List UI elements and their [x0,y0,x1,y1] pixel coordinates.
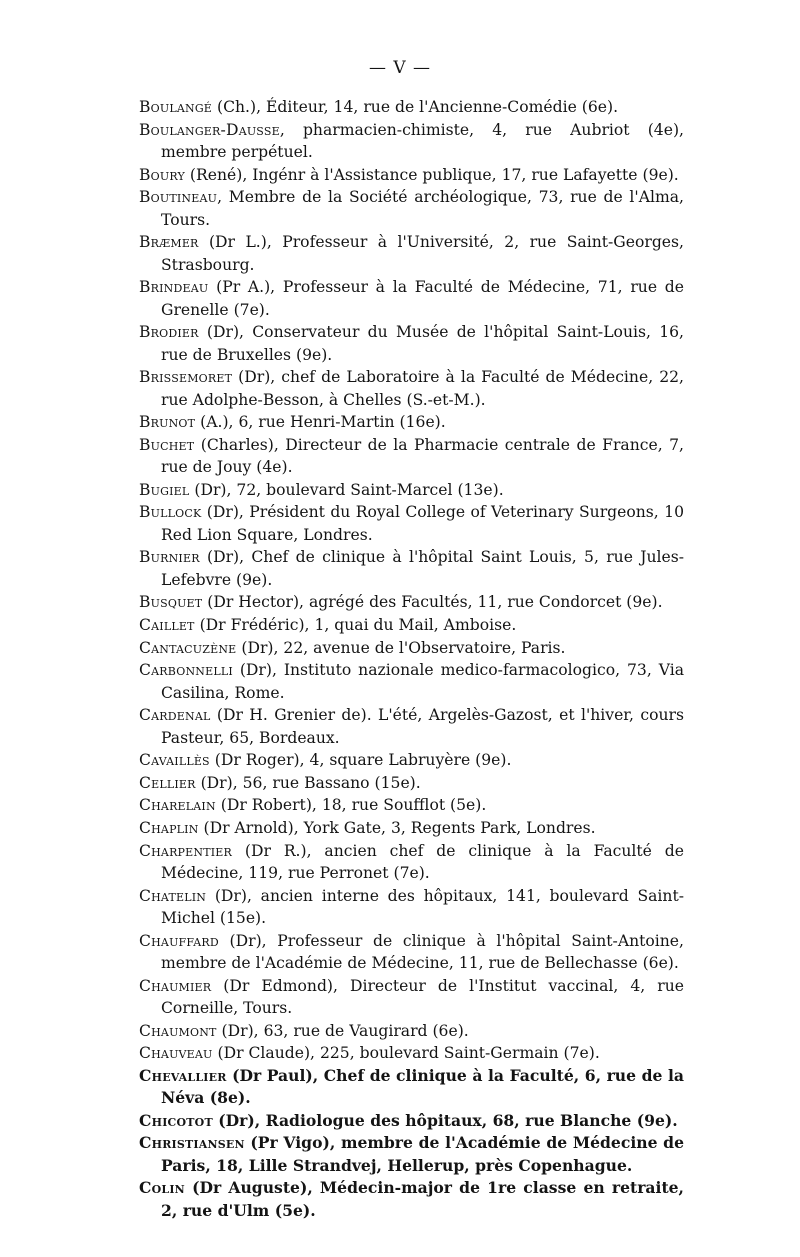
entry-details: (René), Ingénr à l'Assistance publique, 17, rue Lafayette (9e). [184,165,679,184]
entry-details: , pharmacien-chimiste, 4, rue Aubriot (4e), membre perpétuel. [161,120,684,161]
entry-name: Brodier [139,323,199,342]
directory-entry [139,794,684,816]
entry-details: (Dr Roger), 4, square Labruyère (9e). [209,751,512,770]
entry-name: Boulangé [139,98,213,116]
entry-details: (Pr Vigo), membre de l'Académie de Médecine de Paris, 18, Lille Strandvej, Hellerup, près Copenhague. [161,1133,684,1175]
entry-name: Buchet [139,435,195,454]
directory-entry [139,1110,684,1132]
entry-details: (Dr), Professeur de clinique à l'hôpital Saint-Antoine, membre de l'Académie de Médecine, 11, rue de Bellechasse (6e). [161,931,684,972]
entry-name: Cardenal [139,706,211,725]
directory-entries [139,96,684,1222]
directory-entry [139,840,684,885]
entry-details: (Dr Arnold), York Gate, 3, Regents Park, Londres. [198,818,596,837]
entry-details: (Dr), 63, rue de Vaugirard (6e). [216,1021,469,1040]
directory-entry [139,479,684,501]
entry-name: Chaumont [139,1021,217,1040]
entry-name: Cantacuzène [139,638,237,657]
directory-entry [139,366,684,411]
directory-entry [139,930,684,975]
entry-details: (Dr), Radiologue des hôpitaux, 68, rue Blanche (9e). [212,1110,678,1130]
entry-name: Charpentier [139,841,233,860]
entry-name: Cellier [139,773,196,792]
entry-details: (Dr Edmond), Directeur de l'Institut vaccinal, 4, rue Corneille, Tours. [161,976,684,1017]
entry-details: (Pr A.), Professeur à la Faculté de Médecine, 71, rue de Grenelle (7e). [161,278,684,319]
entry-name: Cavaillès [139,751,210,770]
entry-name: Chaumier [139,976,212,995]
entry-name: Bræmer [139,233,199,252]
entry-name: Chauffard [139,931,219,950]
entry-details: (Dr), Conservateur du Musée de l'hôpital Saint-Louis, 16, rue de Bruxelles (9e). [161,323,684,364]
directory-entry [139,1042,684,1064]
entry-name: Brunot [139,413,196,432]
directory-entry [139,591,684,613]
directory-entry [139,975,684,1020]
directory-entry [139,164,684,186]
directory-entry [139,119,684,164]
entry-details: (A.), 6, rue Henri-Martin (16e). [195,413,446,432]
entry-name: Chatelin [139,886,207,905]
entry-name: Carbonnelli [139,661,233,680]
entry-details: (Dr), 72, boulevard Saint-Marcel (13e). [189,480,504,499]
entry-details: (Dr), ancien interne des hôpitaux, 141, boulevard Saint-Michel (15e). [161,886,684,927]
entry-details: (Dr Claude), 225, boulevard Saint-Germain (7e). [212,1044,600,1063]
entry-name: Chicotot [139,1110,213,1130]
entry-name: Boutineau [139,188,218,207]
directory-entry [139,749,684,771]
entry-name: Brindeau [139,278,209,297]
directory-entry [139,501,684,546]
entry-details: (Dr Auguste), Médecin-major de 1re classe en retraite, 2, rue d'Ulm (5e). [161,1178,684,1220]
directory-entry [139,1177,684,1222]
entry-details: (Dr H. Grenier de). L'été, Argelès-Gazost, et l'hiver, cours Pasteur, 65, Bordeaux. [161,706,684,747]
entry-name: Boury [139,165,185,184]
directory-entry [139,1065,684,1110]
entry-name: Colin [139,1178,185,1198]
directory-entry [139,276,684,321]
entry-details: (Dr), Instituto nazionale medico-farmacologico, 73, Via Casilina, Rome. [161,661,684,702]
directory-entry [139,1132,684,1177]
entry-name: Chaplin [139,818,199,837]
entry-details: (Dr Hector), agrégé des Facultés, 11, rue Condorcet (9e). [202,593,663,612]
directory-entry [139,1020,684,1042]
directory-entry [139,772,684,794]
entry-details: (Dr L.), Professeur à l'Université, 2, rue Saint-Georges, Strasbourg. [161,233,684,274]
directory-entry [139,434,684,479]
directory-entry [139,96,684,118]
entry-name: Charelain [139,796,216,815]
entry-name: Chauveau [139,1044,213,1063]
entry-name: Boulanger-Dausse [139,120,280,139]
directory-entry [139,411,684,433]
directory-entry [139,186,684,231]
entry-name: Busquet [139,593,203,612]
entry-details: (Charles), Directeur de la Pharmacie centrale de France, 7, rue de Jouy (4e). [161,435,684,477]
directory-entry [139,321,684,366]
directory-entry [139,817,684,839]
entry-details: , Membre de la Société archéologique, 73, rue de l'Alma, Tours. [161,188,684,229]
entry-details: (Dr), chef de Laboratoire à la Faculté de Médecine, 22, rue Adolphe-Besson, à Chelles (S.-et-M.). [161,368,684,409]
directory-entry [139,614,684,636]
entry-name: Burnier [139,548,200,567]
entry-details: (Dr), 56, rue Bassano (15e). [195,773,421,792]
entry-details: (Ch.), Éditeur, 14, rue de l'Ancienne-Comédie (6e). [212,98,619,116]
entry-details: (Dr Frédéric), 1, quai du Mail, Amboise. [194,615,517,634]
entry-details: (Dr), Chef de clinique à l'hôpital Saint Louis, 5, rue Jules-Lefebvre (9e). [161,548,684,589]
entry-name: Chevallier [139,1065,227,1085]
entry-name: Bugiel [139,480,190,499]
entry-name: Christiansen [139,1133,245,1153]
entry-name: Brissemoret [139,368,233,387]
directory-entry [139,546,684,591]
entry-details: (Dr R.), ancien chef de clinique à la Faculté de Médecine, 119, rue Perronet (7e). [161,841,684,882]
directory-entry [139,659,684,704]
entry-name: Bullock [139,503,202,522]
page-number: — V — [368,58,432,78]
directory-entry [139,885,684,930]
entry-name: Caillet [139,615,195,634]
directory-entry [139,704,684,749]
entry-details: (Dr), Président du Royal College of Veterinary Surgeons, 10 Red Lion Square, Londres. [161,503,684,544]
entry-details: (Dr), 22, avenue de l'Observatoire, Paris. [236,638,566,657]
directory-entry [139,637,684,659]
entry-details: (Dr Paul), Chef de clinique à la Faculté, 6, rue de la Néva (8e). [161,1065,684,1108]
directory-entry [139,231,684,276]
entry-details: (Dr Robert), 18, rue Soufflot (5e). [215,796,487,815]
